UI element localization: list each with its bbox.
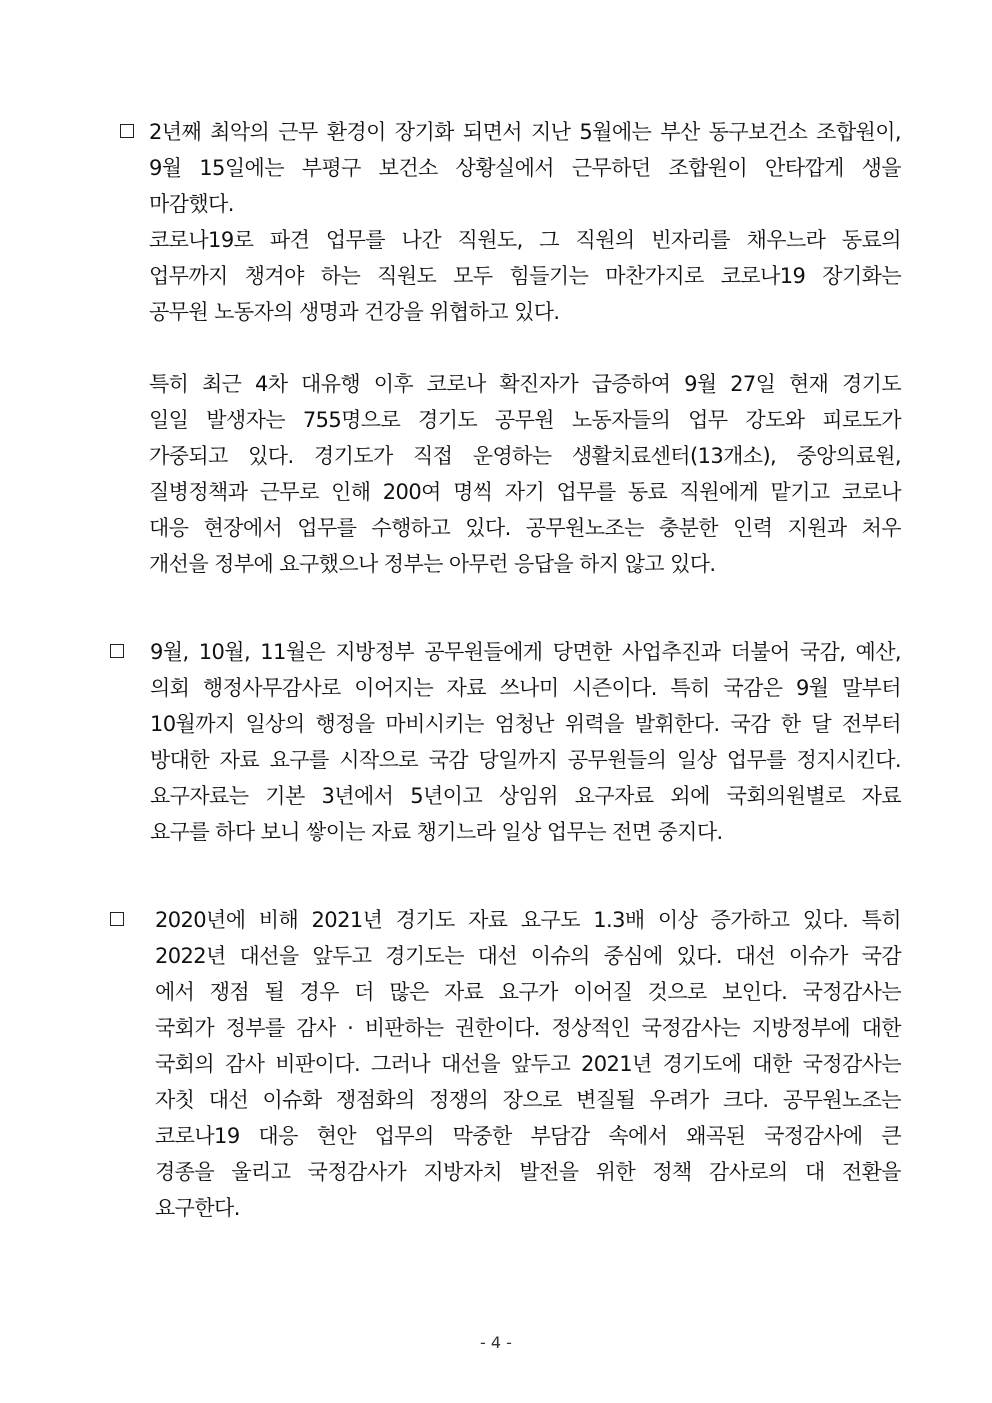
text-line: 경종을 울리고 국정감사가 지방자치 발전을 위한 정책 감사로의 대 전환을 <box>155 1160 901 1184</box>
text-line: 특히 최근 4차 대유행 이후 코로나 확진자가 급증하여 9월 27일 현재 경기도 <box>149 372 901 396</box>
text-line: 코로나19 대응 현안 업무의 막중한 부담감 속에서 왜곡된 국정감사에 큰 <box>155 1124 901 1148</box>
text-line: 10월까지 일상의 행정을 마비시키는 엄청난 위력을 발휘한다. 국감 한 달 전부터 <box>150 712 901 736</box>
text-line: 9월, 10월, 11월은 지방정부 공무원들에게 당면한 사업추진과 더불어 국감, 예산, <box>150 640 901 664</box>
text-line: 에서 쟁점 될 경우 더 많은 자료 요구가 이어질 것으로 보인다. 국정감사는 <box>155 980 901 1004</box>
text-line: 업무까지 챙겨야 하는 직원도 모두 힘들기는 마찬가지로 코로나19 장기화는 <box>149 264 901 288</box>
text-line: 개선을 정부에 요구했으나 정부는 아무런 응답을 하지 않고 있다. <box>149 552 716 576</box>
text-line: 2020년에 비해 2021년 경기도 자료 요구도 1.3배 이상 증가하고 있다. 특히 <box>155 908 901 932</box>
text-line: 자칫 대선 이슈화 쟁점화의 정쟁의 장으로 변질될 우려가 크다. 공무원노조는 <box>155 1088 901 1112</box>
text-line: 코로나19로 파견 업무를 나간 직원도, 그 직원의 빈자리를 채우느라 동료의 <box>149 228 901 252</box>
checkbox-bullet-icon <box>120 124 134 138</box>
text-line: 공무원 노동자의 생명과 건강을 위협하고 있다. <box>149 300 560 324</box>
text-line: 일일 발생자는 755명으로 경기도 공무원 노동자들의 업무 강도와 피로도가 <box>149 408 901 432</box>
text-line: 마감했다. <box>149 192 234 216</box>
text-line: 2022년 대선을 앞두고 경기도는 대선 이슈의 중심에 있다. 대선 이슈가 국감 <box>155 944 901 968</box>
text-line: 의회 행정사무감사로 이어지는 자료 쓰나미 시즌이다. 특히 국감은 9월 말부터 <box>150 676 901 700</box>
text-line: 대응 현장에서 업무를 수행하고 있다. 공무원노조는 충분한 인력 지원과 처우 <box>149 516 901 540</box>
checkbox-bullet-icon <box>110 644 124 658</box>
text-line: 요구자료는 기본 3년에서 5년이고 상임위 요구자료 외에 국회의원별로 자료 <box>150 784 901 808</box>
text-line: 방대한 자료 요구를 시작으로 국감 당일까지 공무원들의 일상 업무를 정지시킨다. <box>150 748 901 772</box>
text-line: 9월 15일에는 부평구 보건소 상황실에서 근무하던 조합원이 안타깝게 생을 <box>149 156 901 180</box>
checkbox-bullet-icon <box>110 912 124 926</box>
text-line: 국회가 정부를 감사 · 비판하는 권한이다. 정상적인 국정감사는 지방정부에 대한 <box>155 1016 901 1040</box>
text-line: 요구를 하다 보니 쌓이는 자료 챙기느라 일상 업무는 전면 중지다. <box>150 820 723 844</box>
page-number: - 4 - <box>480 1333 512 1352</box>
text-line: 요구한다. <box>155 1196 240 1220</box>
text-line: 가중되고 있다. 경기도가 직접 운영하는 생활치료센터(13개소), 중앙의료원, <box>149 444 901 468</box>
text-line: 국회의 감사 비판이다. 그러나 대선을 앞두고 2021년 경기도에 대한 국정감사는 <box>155 1052 901 1076</box>
text-line: 질병정책과 근무로 인해 200여 명씩 자기 업무를 동료 직원에게 맡기고 코로나 <box>149 480 901 504</box>
text-line: 2년째 최악의 근무 환경이 장기화 되면서 지난 5월에는 부산 동구보건소 조합원이, <box>149 120 901 144</box>
